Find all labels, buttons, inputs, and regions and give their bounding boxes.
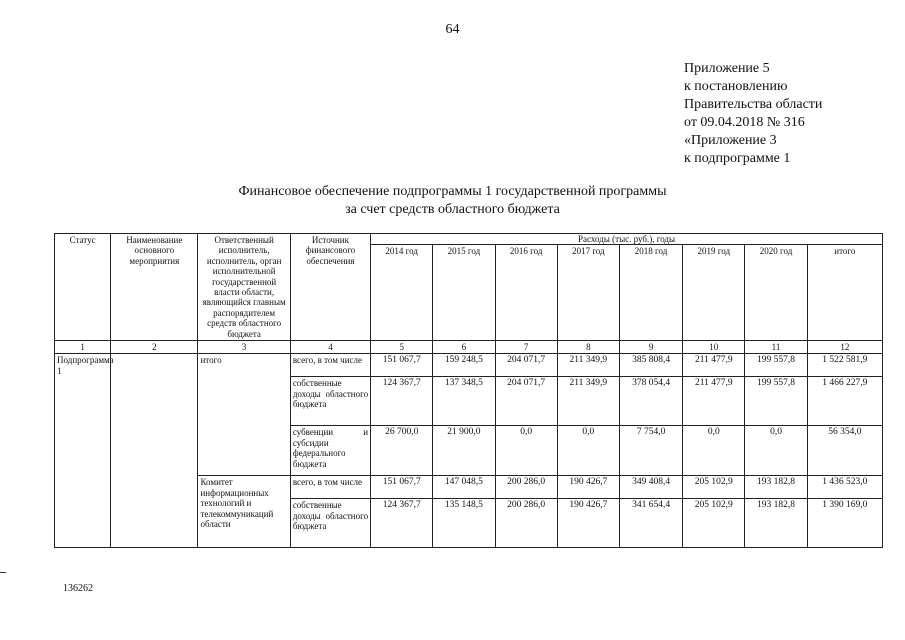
value-cell: 190 426,7 (557, 499, 619, 548)
value-cell: 0,0 (495, 426, 557, 476)
value-cell: 341 654,4 (619, 499, 682, 548)
source-cell: субвенции и субсидии федерального бюджета (290, 426, 370, 476)
value-cell: 151 067,7 (371, 354, 433, 377)
column-number-row (55, 341, 883, 354)
source-cell: всего, в том числе (290, 476, 370, 499)
column-number: 7 (495, 341, 557, 354)
value-cell: 151 067,7 (371, 476, 433, 499)
value-cell: 200 286,0 (495, 499, 557, 548)
value-cell: 204 071,7 (495, 377, 557, 426)
value-cell: 211 477,9 (683, 354, 745, 377)
value-cell: 21 900,0 (433, 426, 495, 476)
value-cell: 211 349,9 (557, 377, 619, 426)
page-number: 64 (445, 22, 460, 37)
appendix-note (684, 60, 822, 168)
value-cell: 205 102,9 (683, 476, 745, 499)
header-year: 2014 год (371, 245, 433, 341)
column-number: 3 (198, 341, 290, 354)
value-cell: 124 367,7 (371, 377, 433, 426)
header-year: 2017 год (557, 245, 619, 341)
column-number: 10 (683, 341, 745, 354)
value-cell: 190 426,7 (557, 476, 619, 499)
header-year: 2015 год (433, 245, 495, 341)
value-cell: 199 557,8 (745, 354, 807, 377)
table-row (55, 354, 883, 377)
header-status: Статус (55, 234, 111, 341)
value-cell: 137 348,5 (433, 377, 495, 426)
value-cell: 147 048,5 (433, 476, 495, 499)
value-cell: 199 557,8 (745, 377, 807, 426)
title-line: за счет средств областного бюджета (345, 202, 560, 217)
value-cell: 0,0 (557, 426, 619, 476)
header-executor: Ответственный исполнитель, исполнитель, орган исполнительной государственной власти области, являющийся главным распорядителем средств областного бюджета (198, 234, 290, 341)
value-cell: 26 700,0 (371, 426, 433, 476)
value-cell: 0,0 (745, 426, 807, 476)
value-cell: 211 349,9 (557, 354, 619, 377)
value-cell: 205 102,9 (683, 499, 745, 548)
value-cell: 7 754,0 (619, 426, 682, 476)
source-cell: собственные доходы областного бюджета (290, 499, 370, 548)
total-cell: 1 466 227,9 (807, 377, 882, 426)
total-cell: 56 354,0 (807, 426, 882, 476)
appendix-line: к подпрограмме 1 (684, 151, 791, 166)
value-cell: 193 182,8 (745, 476, 807, 499)
column-number: 5 (371, 341, 433, 354)
value-cell: 349 408,4 (619, 476, 682, 499)
footer-code: 136262 (63, 583, 93, 594)
header-total: итого (807, 245, 882, 341)
value-cell: 0,0 (683, 426, 745, 476)
column-number: 4 (290, 341, 370, 354)
value-cell: 385 808,4 (619, 354, 682, 377)
appendix-line: «Приложение 3 (684, 133, 777, 148)
column-number: 9 (619, 341, 682, 354)
header-source: Источник финансового обеспечения (290, 234, 370, 341)
value-cell: 211 477,9 (683, 377, 745, 426)
appendix-line: Правительства области (684, 97, 823, 112)
total-cell: 1 436 523,0 (807, 476, 882, 499)
status-cell: Подпрограмма 1 (55, 354, 111, 548)
header-year: 2020 год (745, 245, 807, 341)
source-cell: всего, в том числе (290, 354, 370, 377)
executor-cell: итого (198, 354, 290, 476)
source-cell: собственные доходы областного бюджета (290, 377, 370, 426)
value-cell: 193 182,8 (745, 499, 807, 548)
value-cell: 378 054,4 (619, 377, 682, 426)
margin-mark (0, 572, 6, 573)
appendix-line: Приложение 5 (684, 61, 770, 76)
appendix-line: от 09.04.2018 № 316 (684, 115, 805, 130)
column-number: 12 (807, 341, 882, 354)
total-cell: 1 522 581,9 (807, 354, 882, 377)
header-expenses: Расходы (тыс. руб.), годы (371, 234, 883, 245)
column-number: 6 (433, 341, 495, 354)
header-year: 2016 год (495, 245, 557, 341)
value-cell: 124 367,7 (371, 499, 433, 548)
event-name-cell (111, 354, 198, 548)
header-year: 2019 год (683, 245, 745, 341)
financing-table (54, 233, 883, 548)
value-cell: 135 148,5 (433, 499, 495, 548)
header-row (55, 234, 883, 245)
column-number: 1 (55, 341, 111, 354)
value-cell: 204 071,7 (495, 354, 557, 377)
column-number: 2 (111, 341, 198, 354)
column-number: 11 (745, 341, 807, 354)
executor-cell: Комитет информационных технологий и телекоммуникаций области (198, 476, 290, 548)
value-cell: 159 248,5 (433, 354, 495, 377)
header-year: 2018 год (619, 245, 682, 341)
total-cell: 1 390 169,0 (807, 499, 882, 548)
value-cell: 200 286,0 (495, 476, 557, 499)
document-title (0, 183, 905, 219)
appendix-line: к постановлению (684, 79, 788, 94)
header-event-name: Наименование основного мероприятия (111, 234, 198, 341)
title-line: Финансовое обеспечение подпрограммы 1 государственной программы (238, 184, 667, 199)
column-number: 8 (557, 341, 619, 354)
